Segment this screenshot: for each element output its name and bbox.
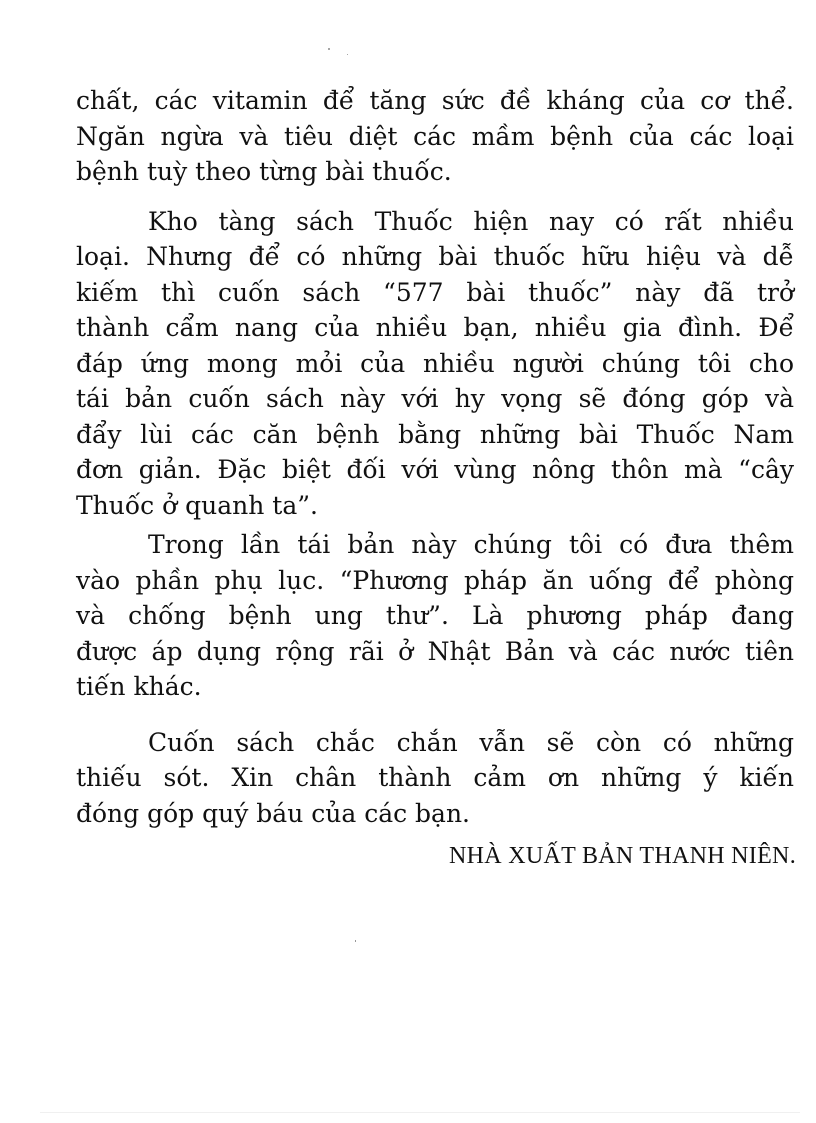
text-line: được áp dụng rộng rãi ở Nhật Bản và các nước tiên [76,636,794,666]
text-line: thiếu sót. Xin chân thành cảm ơn những ý kiến [76,763,794,792]
text-line: Trong lần tái bản này chúng tôi có đưa thêm [148,530,794,559]
text-line: đáp ứng mong mỏi của nhiều người chúng tôi cho [76,348,794,378]
text-line: kiếm thì cuốn sách “577 bài thuốc” này đã trở [76,277,794,307]
text-line: Thuốc ở quanh ta”. [76,490,318,520]
scan-speck [328,48,330,50]
text-line: đẩy lùi các căn bệnh bằng những bài Thuốc Nam [76,419,794,449]
text-line: Cuốn sách chắc chắn vẫn sẽ còn có những [148,727,794,757]
text-line: và chống bệnh ung thư”. Là phương pháp đang [76,601,794,630]
page-edge-shadow [40,1112,800,1113]
text-line: Kho tàng sách Thuốc hiện nay có rất nhiều [148,206,794,236]
text-line: loại. Nhưng để có những bài thuốc hữu hiệu và dễ [76,242,794,271]
body-text [76,83,794,831]
paragraph-3 [76,527,794,705]
text-line: đơn giản. Đặc biệt đối với vùng nông thôn mà “cây [76,455,794,484]
text-line: vào phần phụ lục. “Phương pháp ăn uống để phòng [76,565,794,595]
text-line: tiến khác. [76,672,202,701]
text-line: bệnh tuỳ theo từng bài thuốc. [76,157,452,186]
scan-speck [355,940,356,942]
text-line: đóng góp quý báu của các bạn. [76,798,471,828]
scan-speck [347,54,348,55]
paragraph-4 [76,725,794,832]
publisher-signature: NHÀ XUẤT BẢN THANH NIÊN. [449,843,796,869]
text-line: thành cẩm nang của nhiều bạn, nhiều gia đình. Để [76,313,794,342]
paragraph-2 [76,204,794,524]
text-line: chất, các vitamin để tăng sức đề kháng của cơ thể. [76,86,794,115]
paragraph-1 [76,83,794,190]
text-line: Ngăn ngừa và tiêu diệt các mầm bệnh của các loại [76,121,794,151]
text-line: tái bản cuốn sách này với hy vọng sẽ đóng góp và [76,384,794,413]
